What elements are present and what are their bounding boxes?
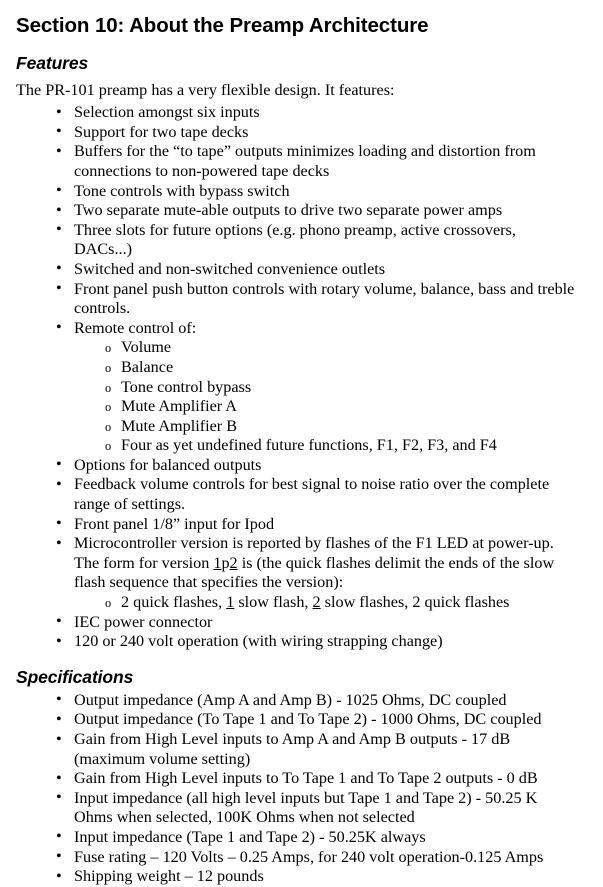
list-item: • Two separate mute-able outputs to drive two separate power amps <box>16 201 577 221</box>
slow-flash-count-one-underlined: 1 <box>226 593 235 612</box>
list-item: • Gain from High Level inputs to Amp A and Amp B outputs - 17 dB (maximum volume setting) <box>16 730 577 769</box>
list-item-flash-sequence: o 2 quick flashes, 1 slow flash, 2 slow flashes, 2 quick flashes <box>74 593 577 613</box>
list-item: • Switched and non-switched convenience outlets <box>16 260 577 280</box>
version-major-underlined: 1 <box>213 553 222 572</box>
list-item: • Feedback volume controls for best signal to noise ratio over the complete range of settings. <box>16 475 577 514</box>
slow-flash-count-two-underlined: 2 <box>312 593 321 612</box>
version-minor-underlined: 2 <box>229 553 238 572</box>
list-item: • Front panel push button controls with rotary volume, balance, bass and treble controls. <box>16 280 577 319</box>
list-item: o Four as yet undefined future functions, F1, F2, F3, and F4 <box>74 436 577 456</box>
list-item: • Input impedance (all high level inputs but Tape 1 and Tape 2) - 50.25 K Ohms when selected, 100K Ohms when not selected <box>16 789 577 828</box>
section-heading-specifications: Specifications <box>16 666 134 687</box>
list-item: o Tone control bypass <box>74 378 577 398</box>
remote-control-sub-list <box>74 338 577 456</box>
list-item: • Options for balanced outputs <box>16 456 577 476</box>
list-item: • Remote control of: <box>16 319 577 339</box>
list-item: o Volume <box>74 338 577 358</box>
list-item: • IEC power connector <box>16 613 577 633</box>
section-heading-features: Features <box>16 52 89 73</box>
list-item: o Mute Amplifier B <box>74 417 577 437</box>
list-item: • Selection amongst six inputs <box>16 103 577 123</box>
list-item: • Buffers for the “to tape” outputs minimizes loading and distortion from connections to non-powered tape decks <box>16 142 577 181</box>
list-item: • Output impedance (To Tape 1 and To Tape 2) - 1000 Ohms, DC coupled <box>16 710 577 730</box>
list-item: • Support for two tape decks <box>16 123 577 143</box>
list-item: • Front panel 1/8” input for Ipod <box>16 515 577 535</box>
list-item: o Mute Amplifier A <box>74 397 577 417</box>
features-intro-text: The PR-101 preamp has a very flexible design. It features: <box>16 80 395 99</box>
list-item: • 120 or 240 volt operation (with wiring strapping change) <box>16 632 577 652</box>
page-title: Section 10: About the Preamp Architecture <box>16 14 429 37</box>
list-item: • Shipping weight – 12 pounds <box>16 867 577 887</box>
list-item: o Balance <box>74 358 577 378</box>
specifications-bullet-list <box>16 688 577 887</box>
list-item: • Fuse rating – 120 Volts – 0.25 Amps, for 240 volt operation-0.125 Amps <box>16 848 577 868</box>
list-item: • Input impedance (Tape 1 and Tape 2) - 50.25K always <box>16 828 577 848</box>
list-item: • Three slots for future options (e.g. phono preamp, active crossovers, DACs...) <box>16 221 577 260</box>
remote-sub-list-container <box>16 338 577 456</box>
list-item-microcontroller: • Microcontroller version is reported by flashes of the F1 LED at power-up. The form for version 1p2 is (the quick flashes delimit the ends of the slow flash sequence that specifies the version): <box>16 534 577 593</box>
flash-sub-list-container <box>16 593 577 613</box>
list-item: • Gain from High Level inputs to To Tape 1 and To Tape 2 outputs - 0 dB <box>16 769 577 789</box>
list-item: • Tone controls with bypass switch <box>16 182 577 202</box>
flash-sequence-sub-list <box>74 593 577 613</box>
features-bullet-list <box>16 100 577 652</box>
list-item: • Output impedance (Amp A and Amp B) - 1025 Ohms, DC coupled <box>16 691 577 711</box>
